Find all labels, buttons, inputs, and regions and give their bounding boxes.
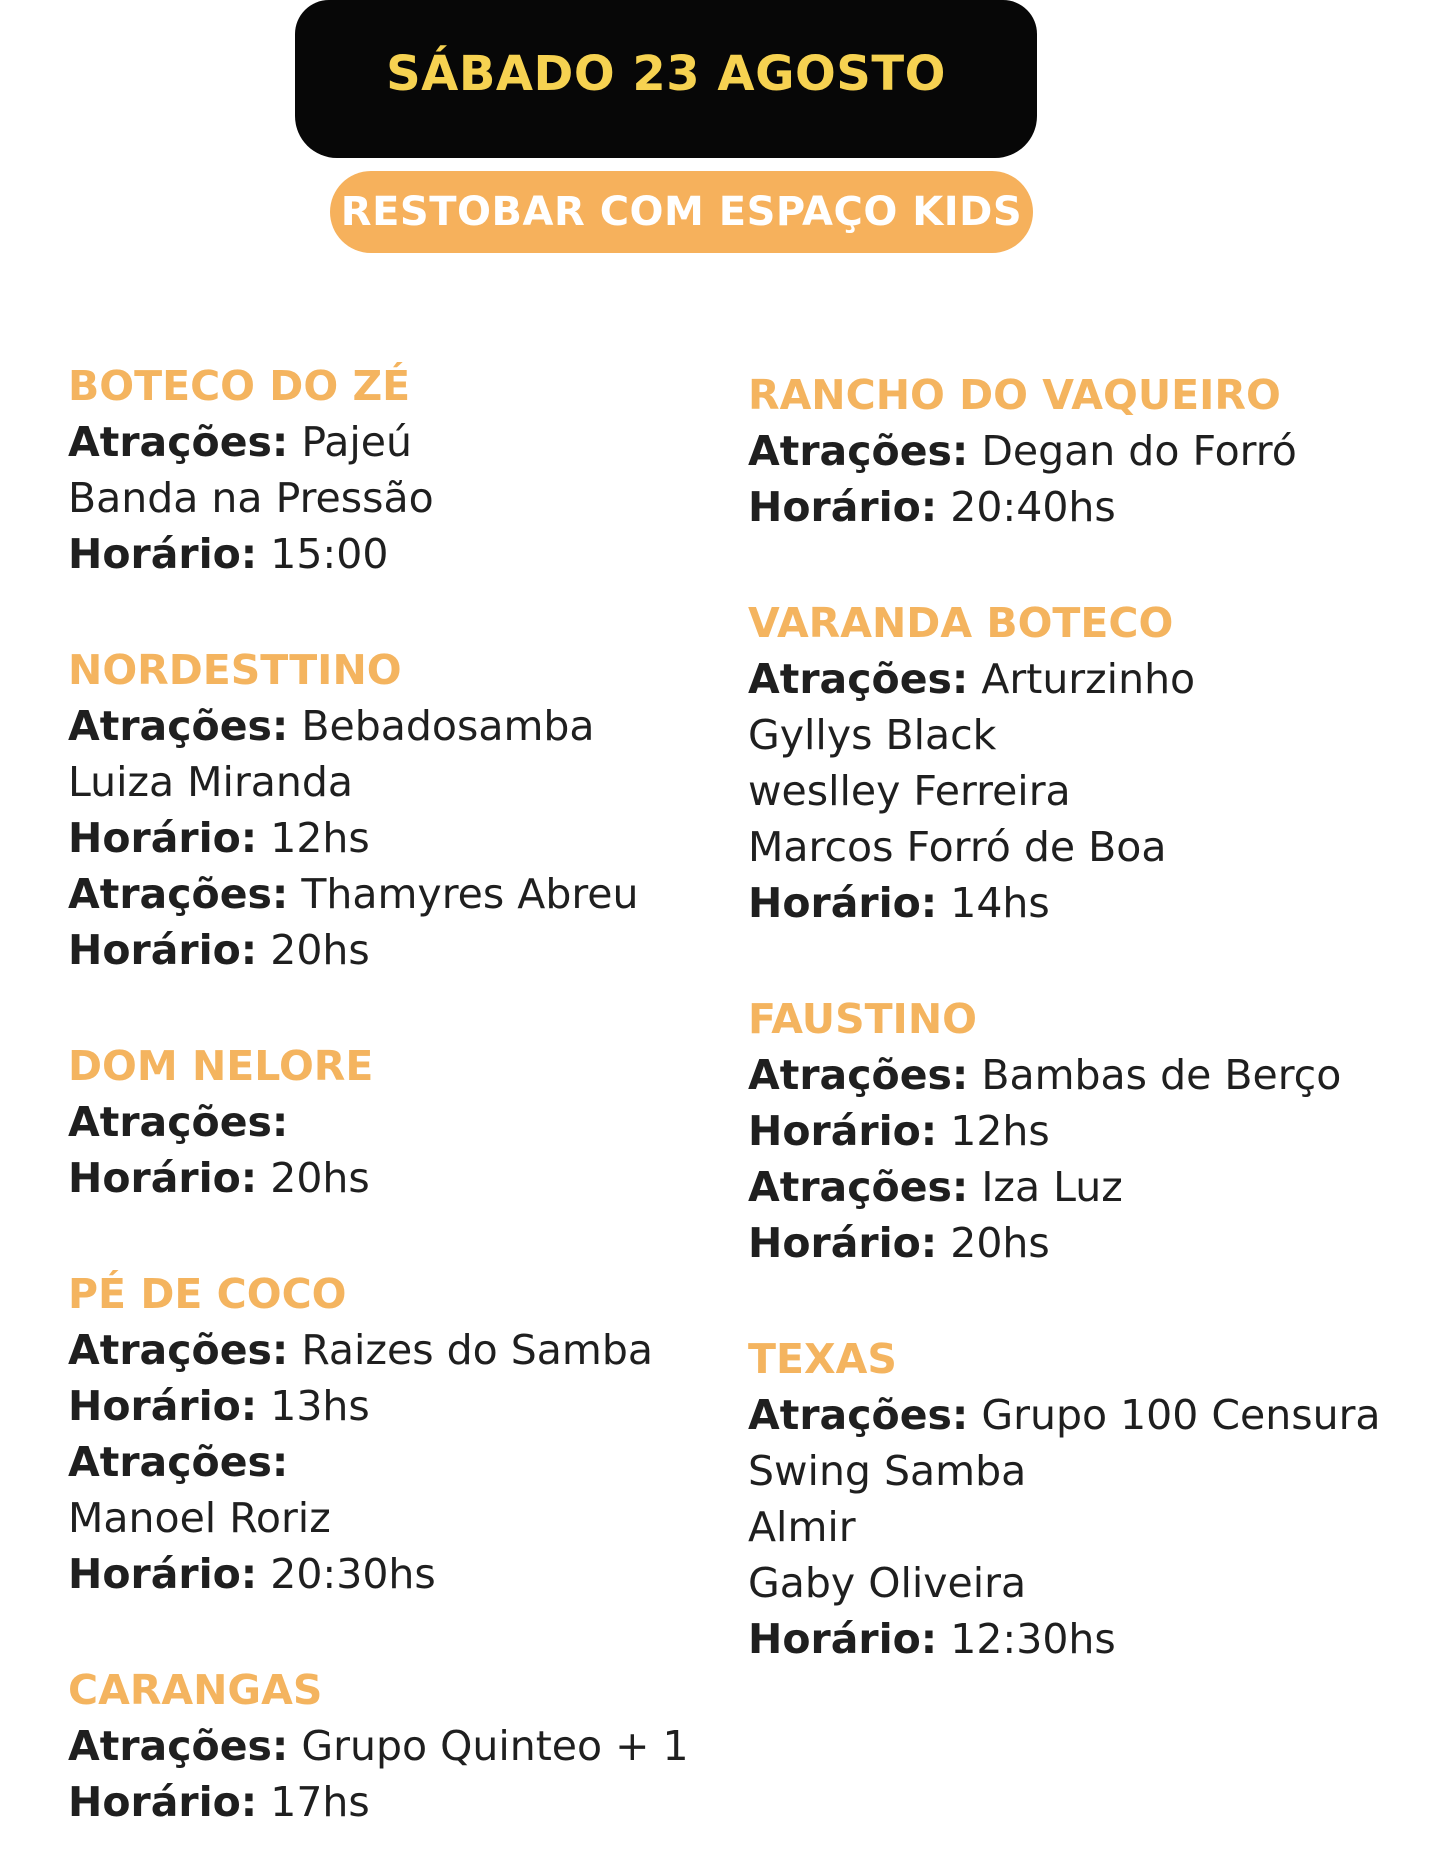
schedule-line <box>68 1718 748 1774</box>
schedule-line-label: Horário: <box>748 1615 938 1663</box>
schedule-line-value: Bebadosamba <box>301 702 595 750</box>
schedule-line-value: Grupo Quinteo + 1 <box>301 1722 689 1770</box>
schedule-line-value: 12hs <box>950 1107 1050 1155</box>
schedule-line-value: Grupo 100 Censura <box>981 1391 1381 1439</box>
schedule-line-value: 13hs <box>270 1382 370 1430</box>
schedule-line-label: Horário: <box>748 483 938 531</box>
venue-name: RANCHO DO VAQUEIRO <box>748 371 1281 419</box>
schedule-line-label: Atrações: <box>68 1326 289 1374</box>
schedule-column-right <box>748 358 1428 1856</box>
schedule-line-label: Atrações: <box>68 870 289 918</box>
schedule-line <box>748 423 1428 479</box>
schedule-line-value: Arturzinho <box>981 655 1196 703</box>
schedule-line <box>748 1215 1428 1271</box>
schedule-line-label: Horário: <box>68 530 258 578</box>
schedule-line <box>748 1611 1428 1667</box>
venue-name: PÉ DE COCO <box>68 1270 347 1318</box>
venue-section <box>68 1038 748 1206</box>
schedule-line-value: Raizes do Samba <box>301 1326 653 1374</box>
schedule-line <box>68 1322 748 1378</box>
schedule-line-value: weslley Ferreira <box>748 767 1071 815</box>
schedule-line-label: Horário: <box>748 879 938 927</box>
schedule-line-label: Atrações: <box>68 1722 289 1770</box>
schedule-line <box>68 1150 748 1206</box>
venue-section <box>68 358 748 582</box>
schedule-line <box>748 1443 1428 1499</box>
schedule-line <box>748 1103 1428 1159</box>
schedule-line-value: Bambas de Berço <box>981 1051 1342 1099</box>
schedule-line-value: 14hs <box>950 879 1050 927</box>
schedule-line-value: 12hs <box>270 814 370 862</box>
schedule-line <box>748 763 1428 819</box>
schedule-line-value: Iza Luz <box>981 1163 1123 1211</box>
date-title: SÁBADO 23 AGOSTO <box>386 46 946 102</box>
schedule-line-value: Almir <box>748 1503 856 1551</box>
schedule-line-value: Marcos Forró de Boa <box>748 823 1167 871</box>
schedule-line-label: Atrações: <box>748 655 969 703</box>
schedule-line-label: Horário: <box>68 1550 258 1598</box>
schedule-line <box>68 810 748 866</box>
schedule-line-value: Manoel Roriz <box>68 1494 331 1542</box>
schedule-line <box>68 1378 748 1434</box>
venue-name: BOTECO DO ZÉ <box>68 362 411 410</box>
venue-name: DOM NELORE <box>68 1042 374 1090</box>
venue-section <box>68 1266 748 1602</box>
schedule-line-label: Atrações: <box>68 1438 289 1486</box>
schedule-line-value: 20:30hs <box>270 1550 436 1598</box>
schedule-line-value: Gyllys Black <box>748 711 997 759</box>
schedule-line-value: 20:40hs <box>950 483 1116 531</box>
schedule-line-label: Atrações: <box>748 1051 969 1099</box>
venue-name: VARANDA BOTECO <box>748 599 1174 647</box>
schedule-columns <box>68 358 1429 1856</box>
restobar-badge <box>330 171 1033 253</box>
venue-section <box>748 1331 1428 1667</box>
schedule-line <box>68 526 748 582</box>
schedule-line <box>68 1774 748 1830</box>
schedule-line-label: Horário: <box>68 926 258 974</box>
schedule-line-label: Horário: <box>68 814 258 862</box>
schedule-line <box>748 1159 1428 1215</box>
schedule-line-label: Horário: <box>68 1154 258 1202</box>
schedule-line-value: Swing Samba <box>748 1447 1027 1495</box>
schedule-line-value: 15:00 <box>270 530 389 578</box>
schedule-line <box>68 922 748 978</box>
schedule-line <box>748 707 1428 763</box>
schedule-line <box>68 698 748 754</box>
schedule-line <box>68 1546 748 1602</box>
schedule-line <box>68 1434 748 1490</box>
schedule-line-value: Thamyres Abreu <box>301 870 639 918</box>
schedule-line-value: 20hs <box>950 1219 1050 1267</box>
schedule-line <box>748 1499 1428 1555</box>
schedule-line <box>748 651 1428 707</box>
schedule-line-value: 20hs <box>270 1154 370 1202</box>
schedule-line-label: Atrações: <box>748 1391 969 1439</box>
schedule-line-label: Atrações: <box>748 427 969 475</box>
venue-section <box>68 642 748 978</box>
schedule-line-label: Horário: <box>748 1107 938 1155</box>
schedule-line-value: Degan do Forró <box>981 427 1297 475</box>
schedule-line-value: Gaby Oliveira <box>748 1559 1027 1607</box>
venue-name: FAUSTINO <box>748 995 977 1043</box>
schedule-line <box>748 479 1428 535</box>
schedule-line <box>68 1490 748 1546</box>
schedule-line <box>68 754 748 810</box>
schedule-line-label: Horário: <box>68 1778 258 1826</box>
schedule-line-value: Luiza Miranda <box>68 758 354 806</box>
venue-name: NORDESTTINO <box>68 646 402 694</box>
venue-section <box>748 991 1428 1271</box>
venue-name: TEXAS <box>748 1335 897 1383</box>
schedule-line-label: Atrações: <box>68 702 289 750</box>
schedule-line-label: Atrações: <box>68 418 289 466</box>
schedule-line-value: 12:30hs <box>950 1615 1116 1663</box>
schedule-line <box>68 866 748 922</box>
schedule-line-label: Horário: <box>748 1219 938 1267</box>
schedule-line <box>748 1555 1428 1611</box>
date-banner <box>295 0 1037 158</box>
restobar-badge-label: RESTOBAR COM ESPAÇO KIDS <box>340 189 1023 235</box>
schedule-line <box>68 1094 748 1150</box>
schedule-line <box>68 470 748 526</box>
schedule-line-value: Pajeú <box>301 418 412 466</box>
venue-section <box>68 1662 748 1830</box>
schedule-line-value: 20hs <box>270 926 370 974</box>
schedule-line-value: Banda na Pressão <box>68 474 434 522</box>
schedule-line-value: 17hs <box>270 1778 370 1826</box>
venue-section <box>748 595 1428 931</box>
schedule-line-label: Horário: <box>68 1382 258 1430</box>
schedule-column-left <box>68 358 748 1856</box>
schedule-line <box>748 819 1428 875</box>
venue-name: CARANGAS <box>68 1666 323 1714</box>
schedule-line <box>748 875 1428 931</box>
schedule-line-label: Atrações: <box>748 1163 969 1211</box>
schedule-line-label: Atrações: <box>68 1098 289 1146</box>
schedule-line <box>748 1387 1428 1443</box>
venue-section <box>748 367 1428 535</box>
schedule-line <box>748 1047 1428 1103</box>
schedule-line <box>68 414 748 470</box>
